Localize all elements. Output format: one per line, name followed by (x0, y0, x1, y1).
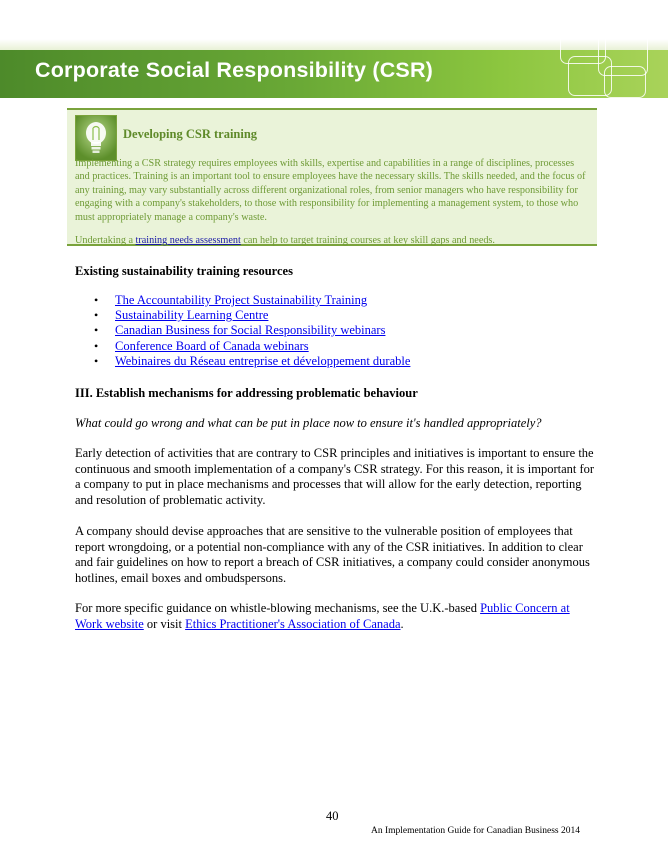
lightbulb-icon (75, 115, 117, 161)
callout-body: Implementing a CSR strategy requires employees with skills, expertise and capabilities in a range of disciplines, processes and practices. Training is an important tool to ensure employees have the necessary skills. The skills needed, and the focus of any training, may vary substantially across different organizational roles, from senior managers who have responsibility for engaging with a company's stakeholders, to those with responsibility for implementing a management system, to those who must appropriately manage a company's waste. (75, 158, 586, 223)
list-item (75, 323, 410, 338)
bullet-icon: • (94, 308, 99, 323)
para3-mid: or visit (143, 616, 186, 631)
callout-text-suffix: can help to target training courses at key skill gaps and needs. (240, 235, 495, 246)
resources-list (75, 293, 410, 369)
resource-link-webinaires-reseau[interactable]: Webinaires du Réseau entreprise et développement durable (115, 353, 411, 368)
resources-heading: Existing sustainability training resources (75, 264, 293, 278)
resource-link-sustainability-learning-centre[interactable]: Sustainability Learning Centre (115, 308, 269, 323)
page-title: Corporate Social Responsibility (CSR) (35, 58, 434, 82)
training-needs-assessment-link[interactable]: training needs assessment (135, 235, 241, 246)
list-item (75, 308, 410, 323)
list-item (75, 354, 410, 369)
resource-link-cbsr-webinars[interactable]: Canadian Business for Social Responsibility webinars (115, 323, 386, 338)
para3-suffix: . (400, 616, 404, 631)
bullet-icon: • (94, 293, 99, 307)
ethics-practitioners-link[interactable]: Ethics Practitioner's Association of Canada (185, 616, 401, 631)
callout-text-prefix: Undertaking a (75, 235, 136, 246)
resource-link-conference-board[interactable]: Conference Board of Canada webinars (115, 338, 309, 353)
list-item (75, 339, 410, 354)
list-item (75, 293, 410, 308)
paragraph-early-detection: Early detection of activities that are contrary to CSR principles and initiatives is important to ensure the continuous and smooth implementation of a company's CSR strategy. For this reason, it is important for a company to put in place mechanisms and processes that will allow for the early detection, reporting and resolution of problematic activity. (75, 446, 595, 507)
paragraph-whistle-blowing (75, 601, 595, 632)
public-concern-link[interactable]: Public Concern at Work website (75, 601, 570, 631)
decorative-square-4 (604, 66, 646, 98)
bullet-icon: • (94, 338, 99, 353)
bullet-icon: • (94, 323, 99, 338)
para3-prefix: For more specific guidance on whistle-blowing mechanisms, see the U.K.-based (75, 601, 481, 615)
resource-link-accountability-project[interactable]: The Accountability Project Sustainability Training (115, 293, 368, 307)
callout-title: Developing CSR training (123, 127, 258, 141)
page-number: 40 (326, 809, 339, 823)
section-heading: III. Establish mechanisms for addressing problematic behaviour (75, 386, 418, 400)
training-callout-box (67, 108, 597, 246)
section-question: What could go wrong and what can be put in place now to ensure it's handled appropriately? (75, 416, 542, 430)
footer-guide-title: An Implementation Guide for Canadian Business 2014 (371, 826, 580, 836)
header-banner (0, 0, 668, 98)
callout-assessment-text (75, 234, 587, 247)
paragraph-approaches: A company should devise approaches that are sensitive to the vulnerable position of employees that report wrongdoing, or a potential non-compliance with any of the CSR initiatives. In addition to clear and fair guidelines on how to report a breach of CSR initiatives, a company could consider anonymous hotlines, email boxes and ombudspersons. (75, 524, 590, 585)
bullet-icon: • (94, 353, 99, 368)
